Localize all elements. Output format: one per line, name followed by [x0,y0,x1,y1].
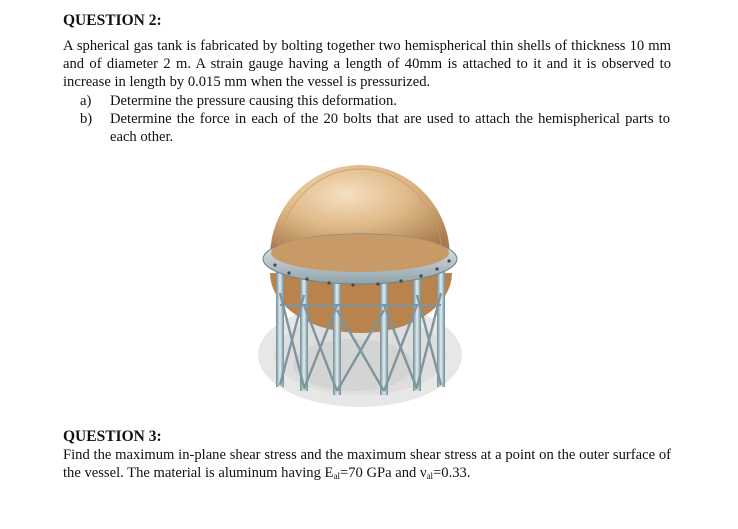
part-b-text: Determine the force in each of the 20 bolts that are used to attach the hemispherical parts to each other. [110,111,670,145]
question-3-body-text: Find the maximum in-plane shear stress and the maximum shear stress at a point on the outer surface of the vessel. The material is aluminum having E [63,447,671,481]
part-a-text: Determine the pressure causing this deformation. [110,93,397,109]
poisson-subscript: al [426,471,434,481]
spherical-gas-tank-illustration [253,155,468,410]
modulus-subscript: al [333,471,340,481]
question-2-parts [80,92,670,146]
poisson-value: =0.33. [433,465,471,481]
part-a-marker: a) [80,93,92,109]
question-2-part-a [80,92,670,110]
question-3-body [63,446,671,485]
modulus-value: =70 GPa and ν [339,465,427,481]
part-b-marker: b) [80,111,93,127]
question-3-heading: QUESTION 3: [63,428,162,445]
question-2-heading: QUESTION 2: [63,12,162,29]
question-2-part-b [80,110,670,146]
question-2-body: A spherical gas tank is fabricated by bolting together two hemispherical thin shells of thickness 10 mm and of diameter 2 m. A strain gauge having a length of 40mm is attached to it and it is observed to increase in length by 0.015 mm when the vessel is pressurized. [63,38,671,90]
